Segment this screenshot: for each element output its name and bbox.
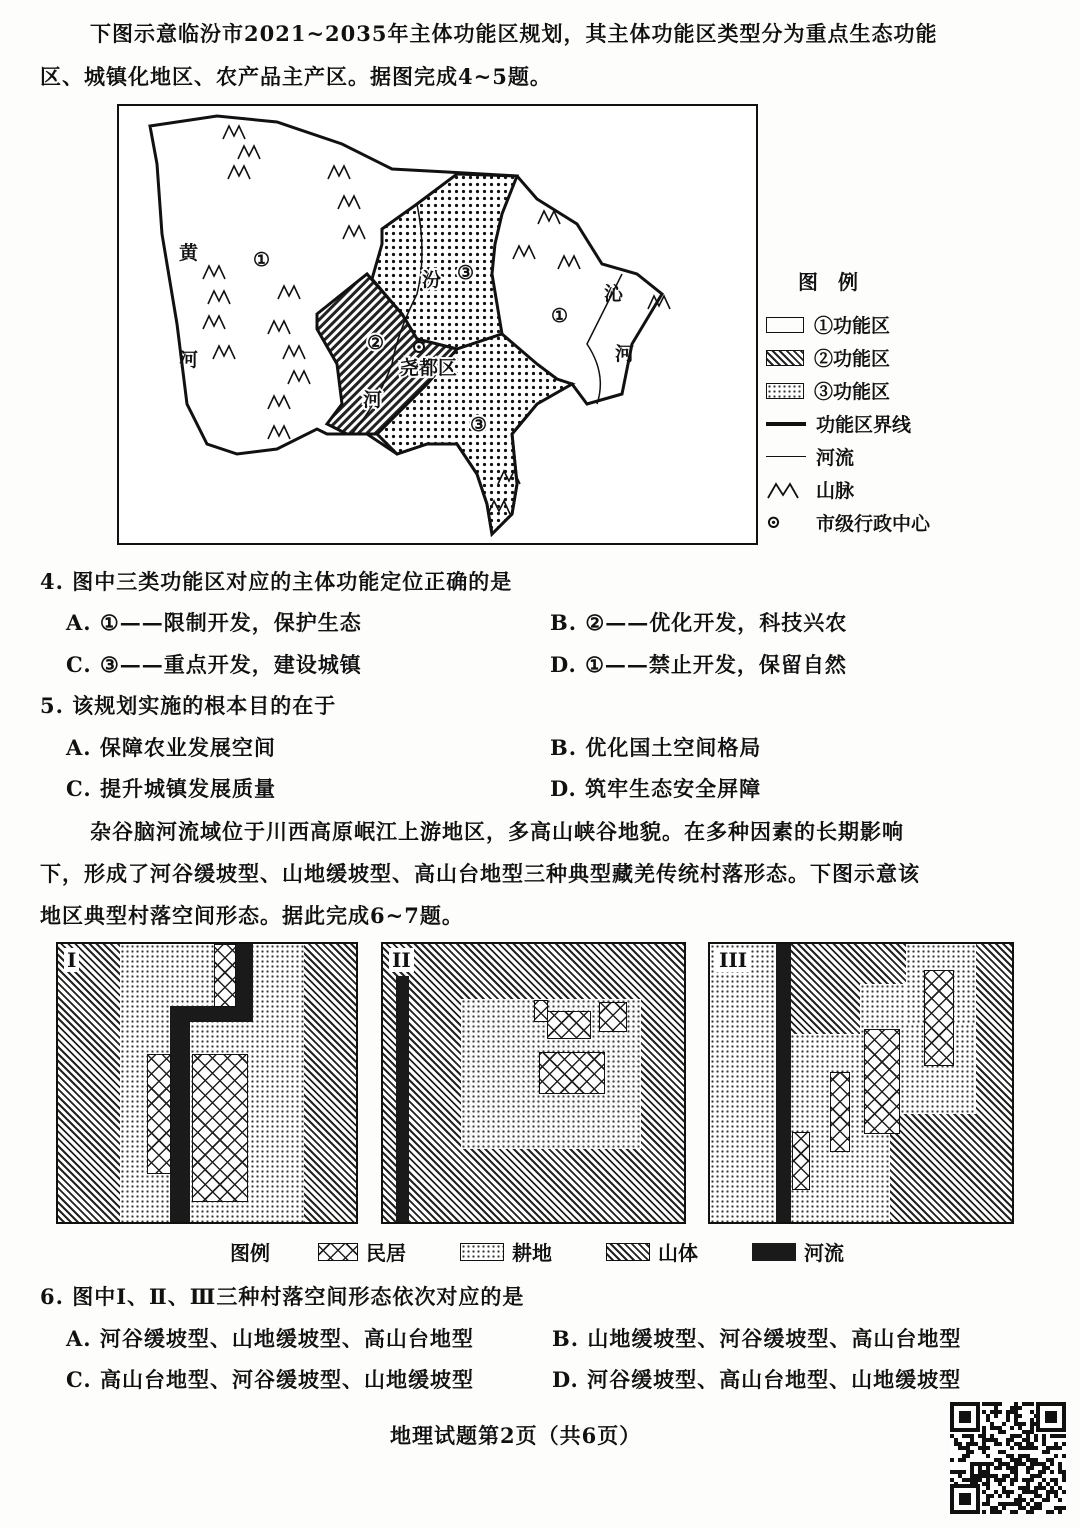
q5-stem: 5. 该规划实施的根本目的在于 — [40, 693, 337, 718]
label-yaodu: 尧都区 — [400, 357, 458, 379]
label-zone2: ② — [367, 332, 385, 354]
legend-zone2: ②功能区 — [766, 344, 890, 371]
label-fen-he: 河 — [363, 389, 383, 411]
dwelling — [214, 944, 236, 1007]
dwelling — [864, 1029, 900, 1134]
page-footer: 地理试题第2页（共6页） — [390, 1423, 642, 1448]
q4-option-b: B. ②——优化开发，科技兴农 — [550, 610, 848, 635]
river-swatch-icon — [752, 1243, 796, 1261]
linfen-map — [117, 104, 758, 545]
label-qin: 沁 — [604, 283, 624, 305]
river — [776, 944, 791, 1224]
village-diagram-3 — [708, 942, 1014, 1224]
dwelling — [534, 1000, 548, 1022]
village-diagram-2 — [381, 942, 686, 1224]
zone2-swatch-icon — [766, 350, 804, 366]
qr-code-icon — [950, 1402, 1066, 1514]
q5-option-a: A. 保障农业发展空间 — [66, 735, 276, 760]
panel-label-1: I — [64, 948, 79, 972]
intro2-line2: 下，形成了河谷缓坡型、山地缓坡型、高山台地型三种典型藏羌传统村落形态。下图示意该 — [40, 861, 920, 886]
dwelling — [924, 970, 954, 1066]
village-diagram-1 — [56, 942, 358, 1224]
q5-option-d: D. 筑牢生态安全屏障 — [550, 776, 762, 801]
legend-zone3: ③功能区 — [766, 377, 890, 404]
label-huang: 黄 — [179, 242, 199, 264]
legend-mountain: 山脉 — [766, 476, 854, 503]
river — [235, 944, 253, 1014]
label-fen: 汾 — [422, 269, 442, 291]
dwelling — [147, 1054, 171, 1174]
q6-option-d: D. 河谷缓坡型、高山台地型、山地缓坡型 — [552, 1367, 962, 1392]
mountain-swatch-icon — [606, 1243, 650, 1261]
dwelling — [547, 1011, 591, 1039]
panel-label-2: II — [389, 948, 414, 972]
dwelling — [830, 1072, 850, 1152]
q4-option-a: A. ①——限制开发，保护生态 — [66, 610, 362, 635]
dwelling — [599, 1002, 627, 1032]
dwelling — [792, 1132, 810, 1190]
intro1-line1: 下图示意临汾市2021~2035年主体功能区规划，其主体功能区类型分为重点生态功能 — [90, 21, 938, 46]
zone3-swatch-icon — [766, 383, 804, 399]
river — [396, 976, 409, 1224]
legend-zone1: ①功能区 — [766, 311, 890, 338]
legend-river: 河流 — [766, 443, 854, 470]
label-qin-he: 河 — [615, 343, 635, 365]
intro1-line2: 区、城镇化地区、农产品主产区。据图完成4~5题。 — [40, 64, 552, 89]
q4-option-c: C. ③——重点开发，建设城镇 — [66, 652, 362, 677]
intro2-line1: 杂谷脑河流域位于川西高原岷江上游地区，多高山峡谷地貌。在多种因素的长期影响 — [90, 819, 904, 844]
boundary-line-icon — [766, 422, 806, 426]
label-he: 河 — [179, 349, 199, 371]
q4-option-d: D. ①——禁止开发，保留自然 — [550, 652, 847, 677]
diagram-legend: 图例 民居 耕地 山体 河流 — [230, 1241, 844, 1265]
legend-boundary: 功能区界线 — [766, 410, 911, 437]
map-legend-title: 图 例 — [798, 270, 858, 294]
q6-option-b: B. 山地缓坡型、河谷缓坡型、高山台地型 — [552, 1326, 962, 1351]
panel-label-3: III — [716, 948, 750, 972]
river-line-icon — [766, 456, 806, 458]
legend-city-center: ⊙ 市级行政中心 — [766, 512, 931, 535]
label-zone1-east: ① — [551, 305, 569, 327]
intro2-line3: 地区典型村落空间形态。据此完成6~7题。 — [40, 903, 464, 928]
q5-option-b: B. 优化国土空间格局 — [550, 735, 762, 760]
q6-stem: 6. 图中Ⅰ、Ⅱ、Ⅲ三种村落空间形态依次对应的是 — [40, 1284, 525, 1309]
label-zone3-north: ③ — [457, 262, 475, 284]
dwelling — [539, 1052, 605, 1094]
q4-stem: 4. 图中三类功能区对应的主体功能定位正确的是 — [40, 569, 513, 594]
city-center-icon: ⊙ — [766, 512, 782, 533]
dwelling-swatch-icon — [318, 1243, 358, 1261]
q6-option-c: C. 高山台地型、河谷缓坡型、山地缓坡型 — [66, 1367, 474, 1392]
label-zone1-west: ① — [253, 249, 271, 271]
farmland-swatch-icon — [460, 1243, 504, 1261]
label-zone3-south: ③ — [470, 414, 488, 436]
mountain-icon — [766, 481, 806, 499]
q5-option-c: C. 提升城镇发展质量 — [66, 776, 276, 801]
q6-option-a: A. 河谷缓坡型、山地缓坡型、高山台地型 — [66, 1326, 474, 1351]
zone1-swatch-icon — [766, 317, 804, 333]
dwelling — [192, 1054, 248, 1202]
